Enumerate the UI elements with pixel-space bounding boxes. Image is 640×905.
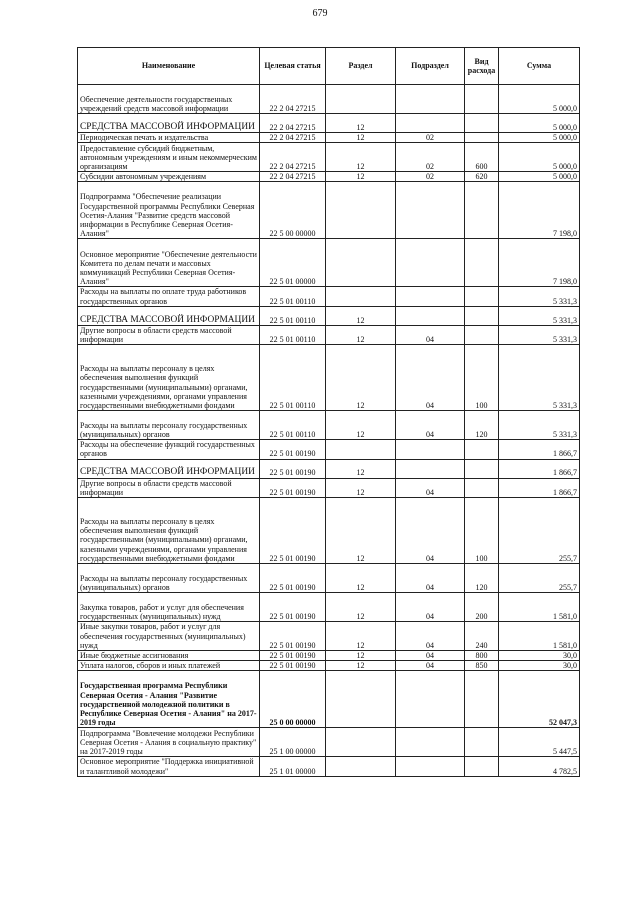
- cell-expense-type: [465, 440, 499, 459]
- cell-expense-type: [465, 239, 499, 287]
- cell-subsection: 04: [396, 325, 465, 344]
- cell-expense-type: [465, 757, 499, 776]
- cell-subsection: [396, 440, 465, 459]
- cell-name: Периодическая печать и издательства: [78, 133, 260, 143]
- cell-target: 22 2 04 27215: [260, 133, 326, 143]
- cell-sum: 1 866,7: [499, 440, 580, 459]
- table-row: [78, 440, 580, 459]
- table-row: [78, 287, 580, 306]
- cell-target: 22 5 01 00190: [260, 478, 326, 497]
- table-row: [78, 478, 580, 497]
- cell-expense-type: 120: [465, 564, 499, 593]
- cell-subsection: 04: [396, 593, 465, 622]
- cell-section: [326, 728, 396, 757]
- cell-name: Расходы на выплаты персоналу в целях обеспечения выполнения функций государственными (муниципальными) органами, казенными учреждениями, органами управления государственными внебюджетными фондами: [78, 345, 260, 411]
- cell-subsection: [396, 757, 465, 776]
- cell-name: Уплата налогов, сборов и иных платежей: [78, 661, 260, 671]
- cell-sum: 5 331,3: [499, 345, 580, 411]
- cell-subsection: 04: [396, 651, 465, 661]
- cell-subsection: [396, 85, 465, 114]
- table-body: [78, 85, 580, 777]
- cell-section: 12: [326, 593, 396, 622]
- cell-section: 12: [326, 651, 396, 661]
- table-row: [78, 172, 580, 182]
- cell-target: 22 5 01 00190: [260, 593, 326, 622]
- cell-subsection: [396, 182, 465, 239]
- cell-target: 22 2 04 27215: [260, 172, 326, 182]
- cell-name: Другие вопросы в области средств массовой информации: [78, 325, 260, 344]
- cell-sum: 255,7: [499, 564, 580, 593]
- cell-subsection: 04: [396, 411, 465, 440]
- cell-expense-type: [465, 728, 499, 757]
- cell-subsection: [396, 239, 465, 287]
- cell-expense-type: [465, 325, 499, 344]
- cell-sum: 255,7: [499, 498, 580, 564]
- cell-sum: 5 331,3: [499, 306, 580, 325]
- cell-expense-type: [465, 114, 499, 133]
- header-target: Целевая статья: [260, 48, 326, 85]
- cell-name: Основное мероприятие "Поддержка инициативной и талантливой молодежи": [78, 757, 260, 776]
- cell-section: 12: [326, 622, 396, 651]
- cell-target: 22 5 01 00190: [260, 498, 326, 564]
- cell-sum: 7 198,0: [499, 239, 580, 287]
- cell-section: 12: [326, 325, 396, 344]
- cell-name: Расходы на выплаты персоналу государственных (муниципальных) органов: [78, 411, 260, 440]
- cell-section: [326, 671, 396, 728]
- cell-sum: 5 447,5: [499, 728, 580, 757]
- table-row: [78, 661, 580, 671]
- cell-expense-type: [465, 306, 499, 325]
- table-row: [78, 651, 580, 661]
- cell-section: [326, 287, 396, 306]
- cell-subsection: 04: [396, 661, 465, 671]
- cell-expense-type: [465, 478, 499, 497]
- cell-subsection: 04: [396, 622, 465, 651]
- budget-table: [77, 47, 580, 777]
- cell-sum: 5 000,0: [499, 114, 580, 133]
- header-name: Наименование: [78, 48, 260, 85]
- cell-target: 25 1 01 00000: [260, 757, 326, 776]
- cell-subsection: [396, 671, 465, 728]
- cell-target: 25 1 00 00000: [260, 728, 326, 757]
- cell-sum: 52 047,3: [499, 671, 580, 728]
- table-row: [78, 757, 580, 776]
- table-row: [78, 593, 580, 622]
- cell-subsection: [396, 306, 465, 325]
- cell-subsection: 04: [396, 498, 465, 564]
- cell-target: 22 5 01 00190: [260, 564, 326, 593]
- cell-section: 12: [326, 478, 396, 497]
- cell-section: 12: [326, 143, 396, 172]
- cell-name: Обеспечение деятельности государственных учреждений средств массовой информации: [78, 85, 260, 114]
- cell-section: 12: [326, 345, 396, 411]
- cell-subsection: 04: [396, 478, 465, 497]
- cell-subsection: 04: [396, 564, 465, 593]
- cell-name: Подпрограмма "Вовлечение молодежи Республики Северная Осетия - Алания в социальную практику" на 2017-2019 годы: [78, 728, 260, 757]
- cell-section: [326, 85, 396, 114]
- cell-subsection: 02: [396, 143, 465, 172]
- cell-expense-type: 600: [465, 143, 499, 172]
- cell-expense-type: 620: [465, 172, 499, 182]
- cell-section: 12: [326, 306, 396, 325]
- cell-name: СРЕДСТВА МАССОВОЙ ИНФОРМАЦИИ: [78, 306, 260, 325]
- cell-name: Иные бюджетные ассигнования: [78, 651, 260, 661]
- table-row: [78, 671, 580, 728]
- table-row: [78, 306, 580, 325]
- cell-section: [326, 440, 396, 459]
- cell-name: Субсидии автономным учреждениям: [78, 172, 260, 182]
- cell-sum: 5 000,0: [499, 85, 580, 114]
- cell-target: 22 5 01 00190: [260, 459, 326, 478]
- cell-expense-type: [465, 85, 499, 114]
- cell-target: 22 5 01 00110: [260, 411, 326, 440]
- cell-section: 12: [326, 172, 396, 182]
- cell-subsection: 04: [396, 345, 465, 411]
- page-number: 679: [312, 8, 328, 19]
- cell-subsection: [396, 114, 465, 133]
- cell-subsection: [396, 728, 465, 757]
- cell-target: 22 2 04 27215: [260, 85, 326, 114]
- cell-name: Иные закупки товаров, работ и услуг для обеспечения государственных (муниципальных) нужд: [78, 622, 260, 651]
- cell-expense-type: 850: [465, 661, 499, 671]
- cell-expense-type: [465, 133, 499, 143]
- table-row: [78, 498, 580, 564]
- cell-section: 12: [326, 459, 396, 478]
- cell-name: Основное мероприятие "Обеспечение деятельности Комитета по делам печати и массовых коммуникаций Республики Северная Осетия-Алания": [78, 239, 260, 287]
- cell-section: [326, 757, 396, 776]
- cell-expense-type: [465, 671, 499, 728]
- cell-expense-type: 240: [465, 622, 499, 651]
- table-row: [78, 459, 580, 478]
- cell-target: 22 5 01 00110: [260, 306, 326, 325]
- cell-section: 12: [326, 133, 396, 143]
- cell-target: 22 5 01 00190: [260, 661, 326, 671]
- cell-sum: 1 581,0: [499, 622, 580, 651]
- cell-name: Расходы на выплаты по оплате труда работников государственных органов: [78, 287, 260, 306]
- header-expense-type: Вид расхода: [465, 48, 499, 85]
- cell-sum: 7 198,0: [499, 182, 580, 239]
- table-header-row: [78, 48, 580, 85]
- cell-section: 12: [326, 114, 396, 133]
- cell-target: 22 5 01 00110: [260, 345, 326, 411]
- cell-target: 22 5 01 00190: [260, 440, 326, 459]
- header-sum: Сумма: [499, 48, 580, 85]
- cell-target: 22 5 00 00000: [260, 182, 326, 239]
- cell-name: Расходы на выплаты персоналу государственных (муниципальных) органов: [78, 564, 260, 593]
- cell-target: 22 5 01 00110: [260, 325, 326, 344]
- cell-section: 12: [326, 411, 396, 440]
- table-row: [78, 564, 580, 593]
- table-row: [78, 114, 580, 133]
- cell-target: 22 5 01 00110: [260, 287, 326, 306]
- cell-sum: 5 331,3: [499, 411, 580, 440]
- cell-sum: 5 000,0: [499, 172, 580, 182]
- table-row: [78, 411, 580, 440]
- cell-expense-type: 100: [465, 345, 499, 411]
- cell-sum: 5 331,3: [499, 325, 580, 344]
- cell-expense-type: [465, 459, 499, 478]
- cell-sum: 5 331,3: [499, 287, 580, 306]
- cell-expense-type: 120: [465, 411, 499, 440]
- cell-sum: 1 581,0: [499, 593, 580, 622]
- cell-section: 12: [326, 661, 396, 671]
- cell-section: [326, 182, 396, 239]
- cell-subsection: 02: [396, 172, 465, 182]
- header-section: Раздел: [326, 48, 396, 85]
- cell-section: [326, 239, 396, 287]
- cell-name: Закупка товаров, работ и услуг для обеспечения государственных (муниципальных) нужд: [78, 593, 260, 622]
- cell-sum: 1 866,7: [499, 478, 580, 497]
- cell-subsection: [396, 287, 465, 306]
- cell-name: Подпрограмма "Обеспечение реализации Государственной программы Республики Северная Осетия-Алания "Развитие средств массовой информации в Республике Северная Осетия-Алания": [78, 182, 260, 239]
- cell-target: 22 5 01 00190: [260, 622, 326, 651]
- table-row: [78, 182, 580, 239]
- cell-subsection: 02: [396, 133, 465, 143]
- table-row: [78, 728, 580, 757]
- cell-sum: 1 866,7: [499, 459, 580, 478]
- cell-sum: 5 000,0: [499, 143, 580, 172]
- cell-name: СРЕДСТВА МАССОВОЙ ИНФОРМАЦИИ: [78, 114, 260, 133]
- cell-expense-type: [465, 182, 499, 239]
- cell-section: 12: [326, 564, 396, 593]
- cell-name: Расходы на обеспечение функций государственных органов: [78, 440, 260, 459]
- cell-target: 22 2 04 27215: [260, 114, 326, 133]
- cell-expense-type: 100: [465, 498, 499, 564]
- cell-expense-type: 200: [465, 593, 499, 622]
- cell-name: Расходы на выплаты персоналу в целях обеспечения выполнения функций государственными (муниципальными) органами, казенными учреждениями, органами управления государственными внебюджетными фондами: [78, 498, 260, 564]
- table-row: [78, 325, 580, 344]
- table-row: [78, 85, 580, 114]
- cell-expense-type: [465, 287, 499, 306]
- cell-name: СРЕДСТВА МАССОВОЙ ИНФОРМАЦИИ: [78, 459, 260, 478]
- cell-subsection: [396, 459, 465, 478]
- cell-target: 22 5 01 00000: [260, 239, 326, 287]
- cell-expense-type: 800: [465, 651, 499, 661]
- table-row: [78, 143, 580, 172]
- cell-target: 22 5 01 00190: [260, 651, 326, 661]
- cell-sum: 30,0: [499, 661, 580, 671]
- cell-name: Государственная программа Республики Северная Осетия - Алания "Развитие государственной молодежной политики в Республике Северная Осетия - Алания" на 2017-2019 годы: [78, 671, 260, 728]
- cell-sum: 5 000,0: [499, 133, 580, 143]
- cell-section: 12: [326, 498, 396, 564]
- cell-name: Другие вопросы в области средств массовой информации: [78, 478, 260, 497]
- cell-target: 25 0 00 00000: [260, 671, 326, 728]
- cell-sum: 4 782,5: [499, 757, 580, 776]
- cell-sum: 30,0: [499, 651, 580, 661]
- table-row: [78, 133, 580, 143]
- cell-name: Предоставление субсидий бюджетным, автономным учреждениям и иным некоммерческим организациям: [78, 143, 260, 172]
- table-row: [78, 345, 580, 411]
- cell-target: 22 2 04 27215: [260, 143, 326, 172]
- table-row: [78, 239, 580, 287]
- table-row: [78, 622, 580, 651]
- header-subsection: Подраздел: [396, 48, 465, 85]
